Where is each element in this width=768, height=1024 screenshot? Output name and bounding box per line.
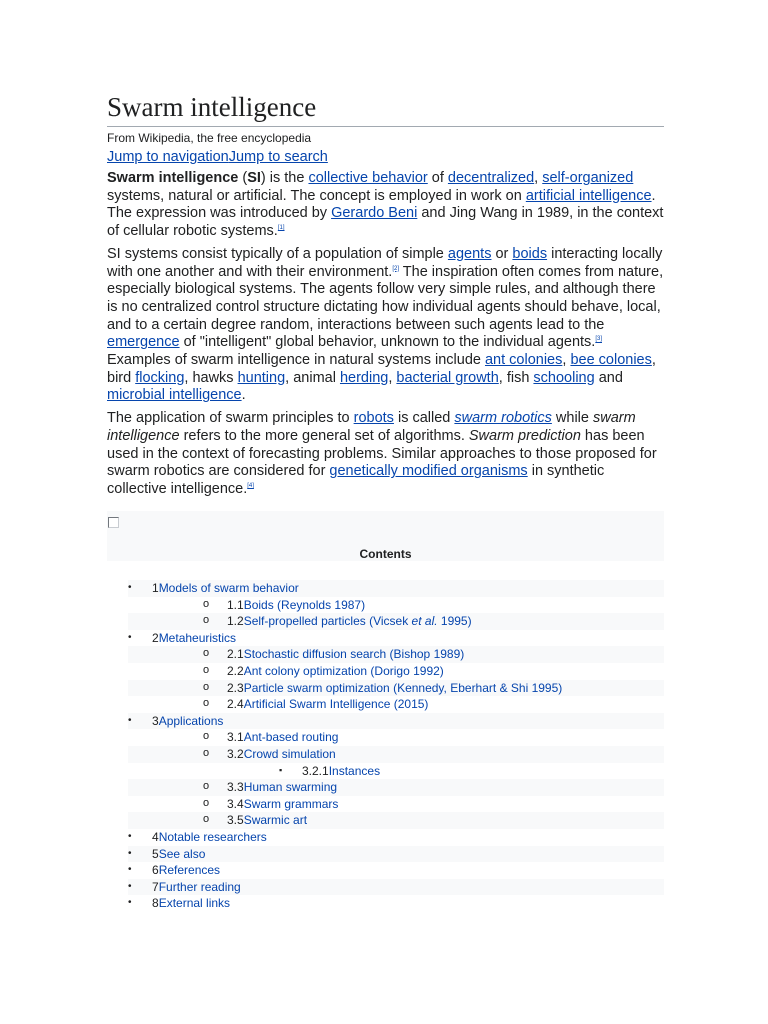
toc-number: 2 [152,630,159,645]
toc-link[interactable] [244,614,472,628]
text: in synthetic collective intelligence. [107,463,605,497]
toc-item-text [227,663,444,680]
toc-link[interactable] [159,863,220,877]
toc-number: 2.4 [227,697,244,712]
toc-item-1-1[interactable] [128,597,664,614]
toc-item-text [227,796,338,813]
toc-item-3-1[interactable] [128,729,664,746]
toc-number: 1 [152,581,159,595]
text: , fish [498,369,534,386]
toc-label-tail: 1995) [437,614,472,629]
toc-label: References [158,863,221,878]
text: has been used in the context of forecasting problems. Similar approaches to those proposed for swarm robotics are considered for [107,427,657,480]
link-microbial-intelligence[interactable]: microbial intelligence [107,387,242,404]
text: , [562,352,571,369]
toc-item-text [152,895,230,912]
link-ant-colonies[interactable]: ant colonies [484,352,563,369]
toc-number: 5 [152,846,159,861]
link-emergence[interactable]: emergence [107,334,180,351]
toc-item-3-5[interactable] [128,812,664,829]
link-collective-behavior[interactable]: collective behavior [308,170,428,186]
text: ) is the [260,170,309,186]
toc-link[interactable] [244,730,339,744]
toc-bullet-icon: o [203,647,210,660]
toc-bullet-icon: o [203,697,210,710]
ref-4[interactable]: [4] [247,483,254,490]
italic-swarm-intelligence: swarm intelligence [107,410,636,444]
toc-item-text [227,613,472,630]
toc-number: 3.2.1 [302,763,329,778]
italic-swarm-prediction: Swarm prediction [468,427,581,444]
toc-item-3-4[interactable] [128,796,664,813]
toc-number: 8 [152,896,159,911]
toc-item-8[interactable] [128,895,664,912]
toc-number: 7 [152,879,159,894]
text: interacting locally with one another and with their environment. [107,245,663,280]
toc-bullet-icon: • [128,714,132,726]
toc-bullet-icon: o [203,796,210,809]
link-self-organized[interactable]: self-organized [542,170,634,186]
toc-link[interactable] [159,714,224,728]
text: The inspiration often comes from nature, especially biological systems. The agents follow very simple rules, and although there is no centralized control structure dictating how individual agents should behave, local, and to a certain degree random, interactions between such agents lead to the [107,263,664,333]
toc-label: Further reading [158,879,241,894]
link-decentralized[interactable]: decentralized [447,170,535,186]
toc-number: 3.4 [227,796,244,811]
toc-bullet-icon: o [203,813,210,826]
toc-title: Contents [359,546,412,561]
site-tagline: From Wikipedia, the free encyclopedia [107,131,312,145]
text: , hawks [184,369,238,386]
toc-item-1[interactable] [128,580,664,597]
toc-label: External links [158,896,231,911]
toc-label: Applications [158,713,224,728]
toc-label: Self-propelled particles (Vicsek [243,614,412,629]
toc-bullet-icon: • [128,864,132,876]
toc-link[interactable] [159,830,267,844]
toc-bullet-icon: o [203,730,210,743]
toc-label: Swarmic art [243,813,308,828]
jump-links [107,148,664,166]
text: , animal [285,369,340,386]
ref-1[interactable]: [1] [277,225,285,232]
toc-item-text [152,846,205,863]
toc-number: 2.1 [227,647,244,662]
toc-label: Boids (Reynolds 1987) [243,597,366,612]
toc-header [107,511,664,561]
text: while [551,410,593,427]
toc-item-2-1[interactable] [128,646,664,663]
link-herding[interactable]: herding [339,369,389,386]
text: The application of swarm principles to [107,410,354,427]
link-boids[interactable]: boids [512,245,548,262]
toc-bullet-icon: o [203,780,210,793]
toc-link[interactable] [244,598,365,612]
toc-number: 2.3 [227,680,244,695]
toc-label: Metaheuristics [158,630,237,645]
toc-bullet-icon: • [128,631,132,643]
toc-item-text [227,729,338,746]
page-title: Swarm intelligence [107,90,664,127]
toc-item-text [152,630,236,647]
text: systems, natural or artificial. The concept is employed in work on [107,187,526,204]
toc-item-text [227,812,307,829]
toc-item-4[interactable] [128,829,664,846]
toc-link[interactable] [244,780,337,794]
toc-item-text [227,646,464,663]
link-genetically-modified-organisms[interactable]: genetically modified organisms [329,463,528,480]
toc-bullet-icon: • [128,582,132,593]
toc-link[interactable] [159,631,236,645]
toc-item-text [152,713,223,730]
si-systems-paragraph [107,246,664,405]
toc-number: 1.1 [227,597,244,612]
toc-item-text [227,680,562,697]
toc-link[interactable] [159,847,206,861]
toc-number: 3.2 [227,746,244,761]
toc-label: Artificial Swarm Intelligence (2015) [243,697,429,712]
toc-number: 3.1 [227,730,244,745]
ref-3[interactable]: [3] [595,336,602,343]
intro-paragraph [107,170,664,241]
toc-link[interactable] [244,697,429,711]
toc-number: 1.2 [227,614,244,629]
link-hunting[interactable]: hunting [237,369,286,386]
toc-label: Swarm grammars [243,796,339,811]
toc-item-text [302,763,380,780]
term-bold: Swarm intelligence [107,170,239,186]
toc-link[interactable] [159,581,299,595]
toc-bullet-icon: o [203,680,210,693]
text: of "intelligent" global behavior, unknown to the individual agents. [179,334,596,351]
jump-to-search-link[interactable]: Jump to search [228,149,328,165]
toc-list [128,580,664,912]
toc-label-italic: et al. [411,614,438,629]
toc-item-text [152,862,220,879]
toc-bullet-icon: • [128,897,132,909]
text: SI systems consist typically of a population of simple [107,245,448,262]
text: or [491,245,513,262]
toc-link[interactable] [244,681,563,695]
toc-link[interactable] [244,797,339,811]
toc-link[interactable] [159,880,241,894]
link-schooling[interactable]: schooling [533,369,595,386]
text: refers to the more general set of algorithms. [179,427,469,444]
toc-number: 2.2 [227,663,244,678]
toc-item-6[interactable] [128,862,664,879]
text: , [388,369,397,386]
article [107,90,664,561]
link-bacterial-growth[interactable]: bacterial growth [396,369,499,386]
toc-item-2-2[interactable] [128,663,664,680]
toc-bullet-icon: o [203,663,210,676]
toc-bullet-icon: o [203,614,210,627]
toc-item-text [227,779,337,796]
text: is called [393,410,455,427]
link-artificial-intelligence[interactable]: artificial intelligence [525,187,652,204]
toc-label: Particle swarm optimization (Kennedy, Eberhart & Shi 1995) [243,680,563,695]
link-agents[interactable]: agents [447,245,492,262]
toc-link[interactable] [244,747,336,761]
toc-link[interactable] [329,764,380,778]
toc-bullet-icon: • [128,847,132,859]
link-gerardo-beni[interactable]: Gerardo Beni [331,205,418,222]
text: and [594,369,623,386]
link-flocking[interactable]: flocking [135,369,185,386]
link-robots[interactable]: robots [353,410,394,427]
text: . The expression was introduced by [107,187,656,222]
toc-label: Instances [328,763,381,778]
ref-2[interactable]: [2] [392,265,400,272]
toc-bullet-icon: o [203,597,210,610]
link-bee-colonies[interactable]: bee colonies [570,352,652,369]
toc-bullet-icon: • [128,880,132,892]
toc-item-text [227,746,336,763]
toc-link[interactable] [159,896,230,910]
toc-label: Ant-based routing [243,730,339,745]
toc-bullet-icon: o [203,746,210,759]
text: , bird [107,352,656,386]
toc-item-3-2-1[interactable] [128,763,664,780]
toc-label: See also [158,846,206,861]
toc-item-text [227,696,428,713]
toc-item-3-3[interactable] [128,779,664,796]
toc-item-3[interactable] [128,713,664,730]
toc-item-2-4[interactable] [128,696,664,713]
jump-to-navigation-link[interactable]: Jump to navigation [107,149,229,165]
toc-item-5[interactable] [128,846,664,863]
toc-number: 3.5 [227,813,244,828]
toc-bullet-icon: ▪ [279,764,283,775]
toc-label: Stochastic diffusion search (Bishop 1989) [243,647,465,662]
toc-bullet-icon: • [128,830,132,842]
toc-item-7[interactable] [128,879,664,896]
toc-link[interactable] [244,647,465,661]
toc-number: 6 [152,863,159,878]
toc-number: 3 [152,713,159,728]
toc-label: Crowd simulation [243,746,336,761]
text: and Jing Wang in 1989, in the context of cellular robotic systems. [107,205,664,240]
text: ( [238,170,248,186]
text: Examples of swarm intelligence in natural systems include [107,352,485,369]
toc-item-text [152,580,299,597]
toc-item-2-3[interactable] [128,680,664,697]
toc-item-text [152,879,241,896]
text: , [534,170,543,186]
toc-item-text [152,829,267,846]
application-paragraph [107,410,664,499]
toc-item-1-2[interactable] [128,613,664,630]
text: . [241,387,246,404]
text: of [427,170,448,186]
toc-item-2[interactable] [128,630,664,647]
toc-label: Notable researchers [158,829,267,844]
toc-label: Human swarming [243,780,338,795]
toc-link[interactable] [244,664,444,678]
toc-toggle-checkbox[interactable] [108,517,119,528]
toc-number: 4 [152,829,159,844]
toc-label: Ant colony optimization (Dorigo 1992) [243,663,444,678]
abbr-bold: SI [247,170,261,186]
toc-item-text [227,597,365,614]
toc-item-3-2[interactable] [128,746,664,763]
toc-label: Models of swarm behavior [158,581,299,595]
toc-number: 3.3 [227,780,244,795]
toc-link[interactable] [244,813,307,827]
link-swarm-robotics[interactable]: swarm robotics [454,410,552,427]
